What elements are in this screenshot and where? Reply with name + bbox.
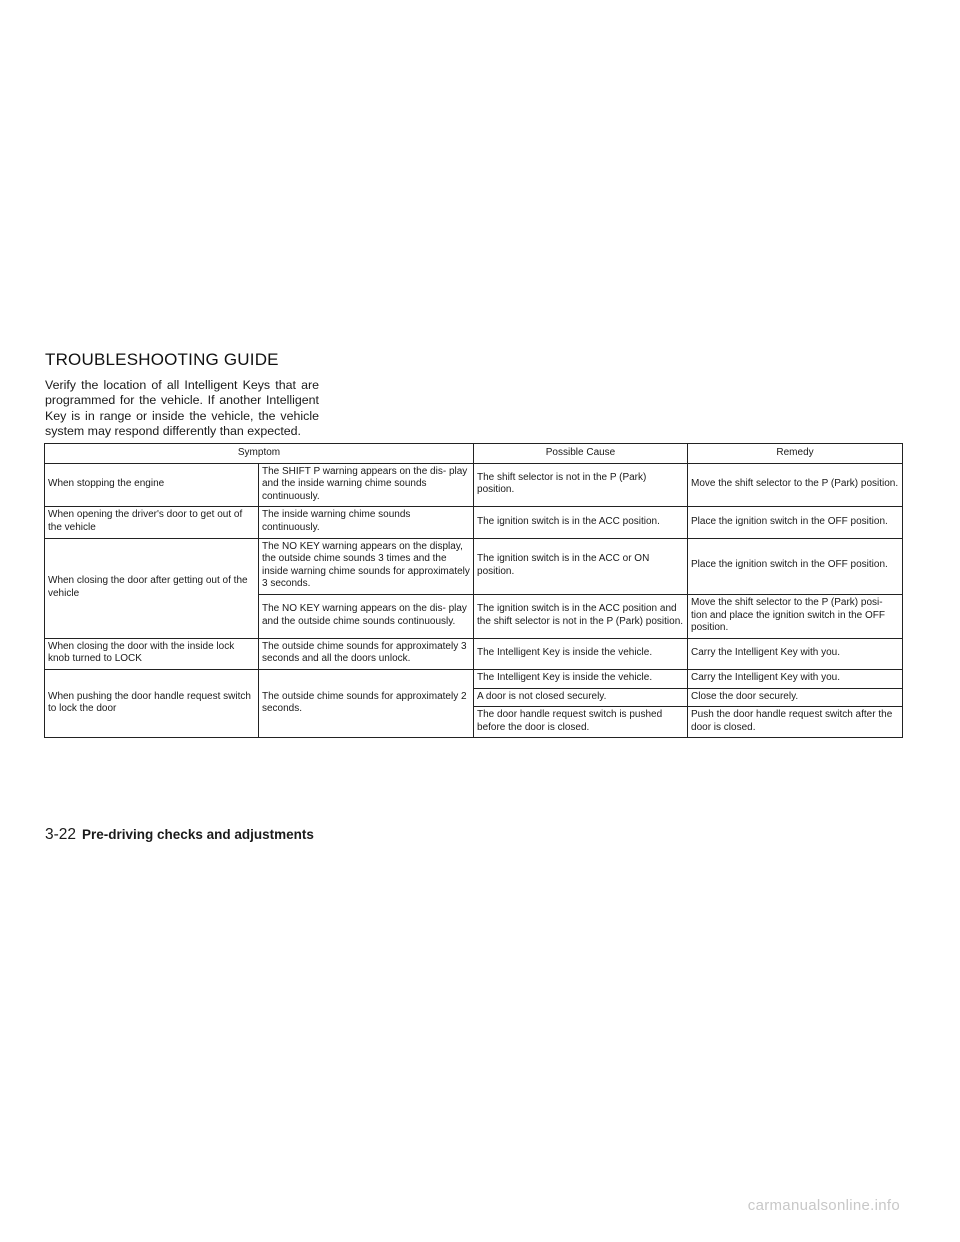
troubleshooting-table [44, 443, 903, 738]
condition-cell: The SHIFT P warning appears on the dis- play and the inside warning chime sounds continuously. [259, 463, 474, 507]
remedy-cell: Place the ignition switch in the OFF position. [688, 538, 903, 594]
header-symptom: Symptom [45, 444, 474, 464]
cause-cell: The ignition switch is in the ACC position. [474, 507, 688, 538]
condition-cell: The NO KEY warning appears on the dis- play and the outside chime sounds continuously. [259, 594, 474, 638]
cause-cell: The ignition switch is in the ACC position and the shift selector is not in the P (Park) position. [474, 594, 688, 638]
page-footer [45, 826, 314, 844]
table-row [45, 538, 903, 594]
remedy-cell: Close the door securely. [688, 688, 903, 707]
condition-cell: The NO KEY warning appears on the display, the outside chime sounds 3 times and the inside warning chime sounds for approximately 3 seconds. [259, 538, 474, 594]
condition-cell: The inside warning chime sounds continuously. [259, 507, 474, 538]
section-name: Pre-driving checks and adjustments [82, 827, 314, 842]
watermark: carmanualsonline.info [747, 1197, 900, 1214]
table-row [45, 507, 903, 538]
table-row [45, 669, 903, 688]
remedy-cell: Move the shift selector to the P (Park) position. [688, 463, 903, 507]
remedy-cell: Place the ignition switch in the OFF position. [688, 507, 903, 538]
remedy-cell: Move the shift selector to the P (Park) posi- tion and place the ignition switch in the OFF position. [688, 594, 903, 638]
condition-cell: The outside chime sounds for approximately 3 seconds and all the doors unlock. [259, 638, 474, 669]
page-number: 3-22 [45, 826, 77, 843]
remedy-cell: Carry the Intelligent Key with you. [688, 669, 903, 688]
remedy-cell: Carry the Intelligent Key with you. [688, 638, 903, 669]
header-remedy: Remedy [688, 444, 903, 464]
table-header-row [45, 444, 903, 464]
condition-cell: The outside chime sounds for approximately 2 seconds. [259, 669, 474, 737]
table-row [45, 463, 903, 507]
cause-cell: The shift selector is not in the P (Park) position. [474, 463, 688, 507]
symptom-cell: When stopping the engine [45, 463, 259, 507]
symptom-cell: When closing the door with the inside lock knob turned to LOCK [45, 638, 259, 669]
symptom-cell: When pushing the door handle request switch to lock the door [45, 669, 259, 737]
cause-cell: The Intelligent Key is inside the vehicle. [474, 669, 688, 688]
cause-cell: The ignition switch is in the ACC or ON position. [474, 538, 688, 594]
symptom-cell: When opening the driver's door to get out of the vehicle [45, 507, 259, 538]
cause-cell: A door is not closed securely. [474, 688, 688, 707]
cause-cell: The door handle request switch is pushed before the door is closed. [474, 707, 688, 738]
header-possible-cause: Possible Cause [474, 444, 688, 464]
symptom-cell: When closing the door after getting out of the vehicle [45, 538, 259, 638]
intro-paragraph: Verify the location of all Intelligent Keys that are programmed for the vehicle. If another Intelligent Key is in range or inside the vehicle, the vehicle system may respond differently than expected. [45, 378, 319, 438]
page-title: TROUBLESHOOTING GUIDE [45, 350, 279, 369]
remedy-cell: Push the door handle request switch after the door is closed. [688, 707, 903, 738]
cause-cell: The Intelligent Key is inside the vehicle. [474, 638, 688, 669]
table-row [45, 638, 903, 669]
